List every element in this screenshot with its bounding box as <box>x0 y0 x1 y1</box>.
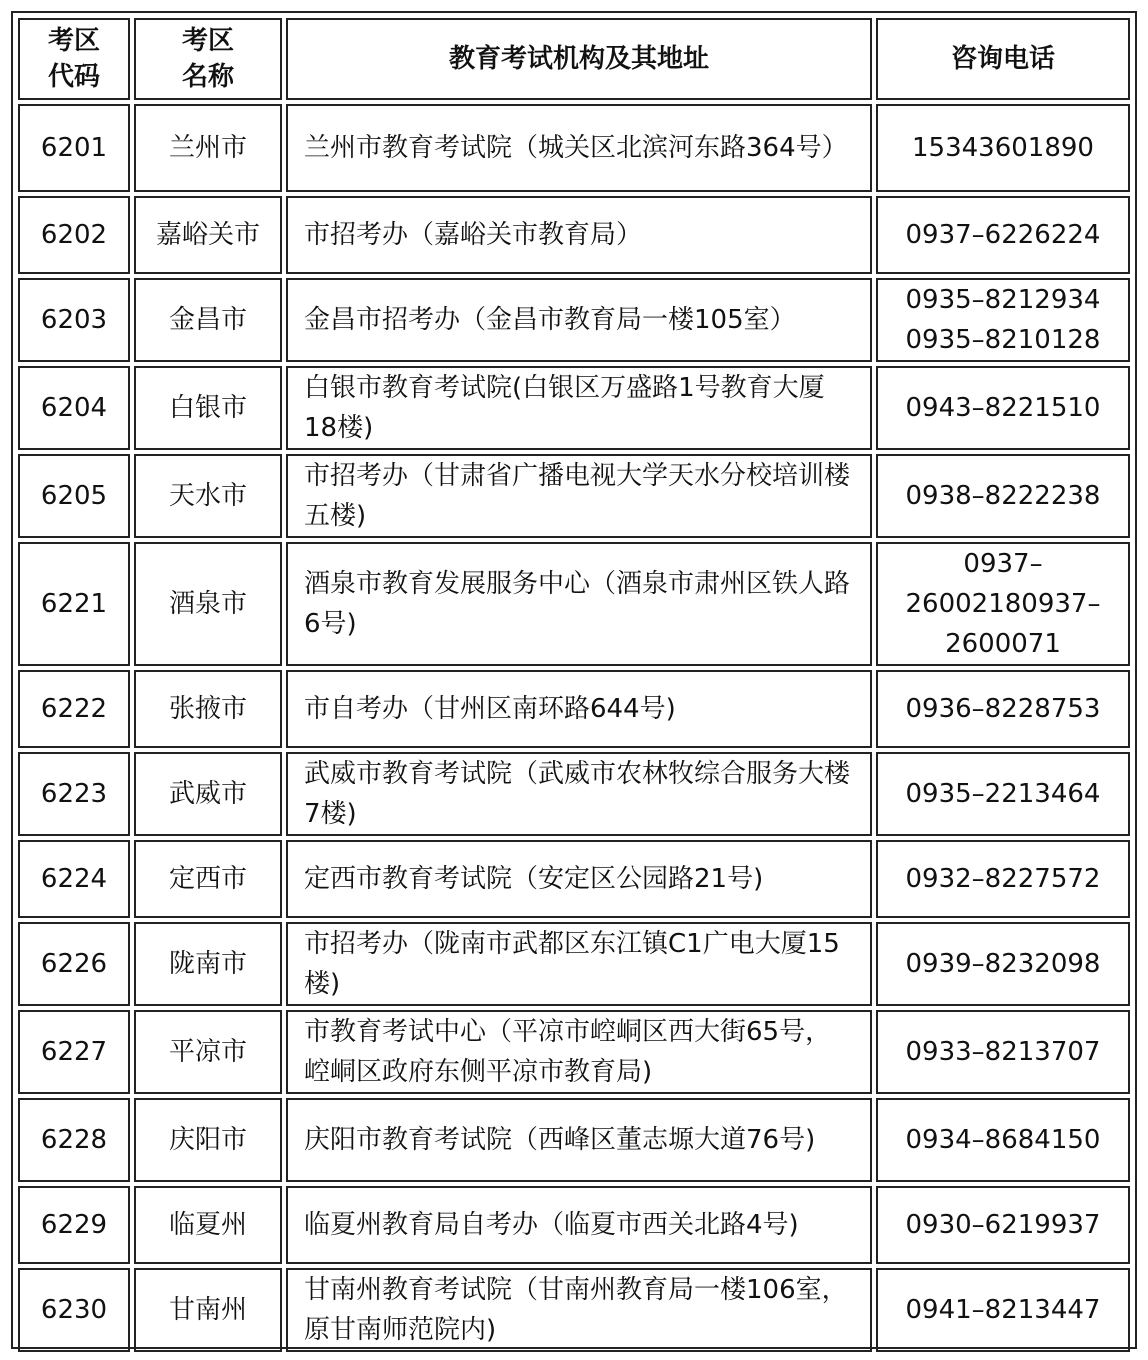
region-code-cell: 6221 <box>18 542 130 666</box>
institution-address-cell: 白银市教育考试院(白银区万盛路1号教育大厦18楼) <box>286 366 872 450</box>
institution-address-cell: 甘南州教育考试院（甘南州教育局一楼106室，原甘南师范院内) <box>286 1268 872 1352</box>
region-code-cell: 6226 <box>18 922 130 1006</box>
institution-address-cell: 市教育考试中心（平凉市崆峒区西大街65号，崆峒区政府东侧平凉市教育局) <box>286 1010 872 1094</box>
table-row <box>18 104 1130 192</box>
region-code-cell: 6230 <box>18 1268 130 1352</box>
phone-cell: 0939–8232098 <box>876 922 1130 1006</box>
institution-address-cell: 兰州市教育考试院（城关区北滨河东路364号） <box>286 104 872 192</box>
phone-cell: 15343601890 <box>876 104 1130 192</box>
table-row <box>18 278 1130 362</box>
region-name-cell: 天水市 <box>134 454 282 538</box>
table-row <box>18 542 1130 666</box>
region-code-cell: 6224 <box>18 840 130 918</box>
phone-cell: 0936–8228753 <box>876 670 1130 748</box>
region-name-cell: 金昌市 <box>134 278 282 362</box>
institution-address-cell: 市招考办（嘉峪关市教育局） <box>286 196 872 274</box>
phone-cell: 0937–26002180937–2600071 <box>876 542 1130 666</box>
region-name-cell: 庆阳市 <box>134 1098 282 1182</box>
region-name-cell: 酒泉市 <box>134 542 282 666</box>
region-code-cell: 6202 <box>18 196 130 274</box>
institution-address-cell: 酒泉市教育发展服务中心（酒泉市肃州区铁人路6号) <box>286 542 872 666</box>
region-name-cell: 兰州市 <box>134 104 282 192</box>
table-row <box>18 840 1130 918</box>
institution-address-cell: 市招考办（陇南市武都区东江镇C1广电大厦15楼) <box>286 922 872 1006</box>
region-code-cell: 6227 <box>18 1010 130 1094</box>
phone-cell: 0943–8221510 <box>876 366 1130 450</box>
table-row <box>18 1186 1130 1264</box>
header-region-code: 考区 代码 <box>18 18 130 100</box>
region-code-cell: 6229 <box>18 1186 130 1264</box>
institution-address-cell: 定西市教育考试院（安定区公园路21号) <box>286 840 872 918</box>
institution-address-cell: 金昌市招考办（金昌市教育局一楼105室） <box>286 278 872 362</box>
phone-cell: 0935–2213464 <box>876 752 1130 836</box>
exam-region-table <box>14 14 1134 1356</box>
region-name-cell: 张掖市 <box>134 670 282 748</box>
region-code-cell: 6204 <box>18 366 130 450</box>
header-region-name: 考区 名称 <box>134 18 282 100</box>
region-code-cell: 6222 <box>18 670 130 748</box>
institution-address-cell: 武威市教育考试院（武威市农林牧综合服务大楼7楼) <box>286 752 872 836</box>
region-code-cell: 6201 <box>18 104 130 192</box>
region-code-cell: 6228 <box>18 1098 130 1182</box>
phone-cell: 0930–6219937 <box>876 1186 1130 1264</box>
table-row <box>18 1098 1130 1182</box>
phone-cell: 0932–8227572 <box>876 840 1130 918</box>
phone-cell: 0941–8213447 <box>876 1268 1130 1352</box>
table-row <box>18 1010 1130 1094</box>
region-name-cell: 武威市 <box>134 752 282 836</box>
header-row <box>18 18 1130 100</box>
region-code-cell: 6203 <box>18 278 130 362</box>
table-row <box>18 752 1130 836</box>
institution-address-cell: 市招考办（甘肃省广播电视大学天水分校培训楼五楼) <box>286 454 872 538</box>
phone-cell: 0933–8213707 <box>876 1010 1130 1094</box>
table-row <box>18 366 1130 450</box>
table-row <box>18 454 1130 538</box>
region-code-cell: 6205 <box>18 454 130 538</box>
header-phone: 咨询电话 <box>876 18 1130 100</box>
table-row <box>18 922 1130 1006</box>
institution-address-cell: 市自考办（甘州区南环路644号) <box>286 670 872 748</box>
table-row <box>18 196 1130 274</box>
region-name-cell: 甘南州 <box>134 1268 282 1352</box>
phone-cell: 0935–8212934 0935–8210128 <box>876 278 1130 362</box>
region-name-cell: 陇南市 <box>134 922 282 1006</box>
region-name-cell: 平凉市 <box>134 1010 282 1094</box>
table-row <box>18 1268 1130 1352</box>
table-row <box>18 670 1130 748</box>
region-name-cell: 白银市 <box>134 366 282 450</box>
phone-cell: 0937–6226224 <box>876 196 1130 274</box>
region-name-cell: 嘉峪关市 <box>134 196 282 274</box>
header-institution: 教育考试机构及其地址 <box>286 18 872 100</box>
region-name-cell: 临夏州 <box>134 1186 282 1264</box>
phone-cell: 0934–8684150 <box>876 1098 1130 1182</box>
institution-address-cell: 庆阳市教育考试院（西峰区董志塬大道76号) <box>286 1098 872 1182</box>
institution-address-cell: 临夏州教育局自考办（临夏市西关北路4号) <box>286 1186 872 1264</box>
phone-cell: 0938–8222238 <box>876 454 1130 538</box>
region-code-cell: 6223 <box>18 752 130 836</box>
region-name-cell: 定西市 <box>134 840 282 918</box>
